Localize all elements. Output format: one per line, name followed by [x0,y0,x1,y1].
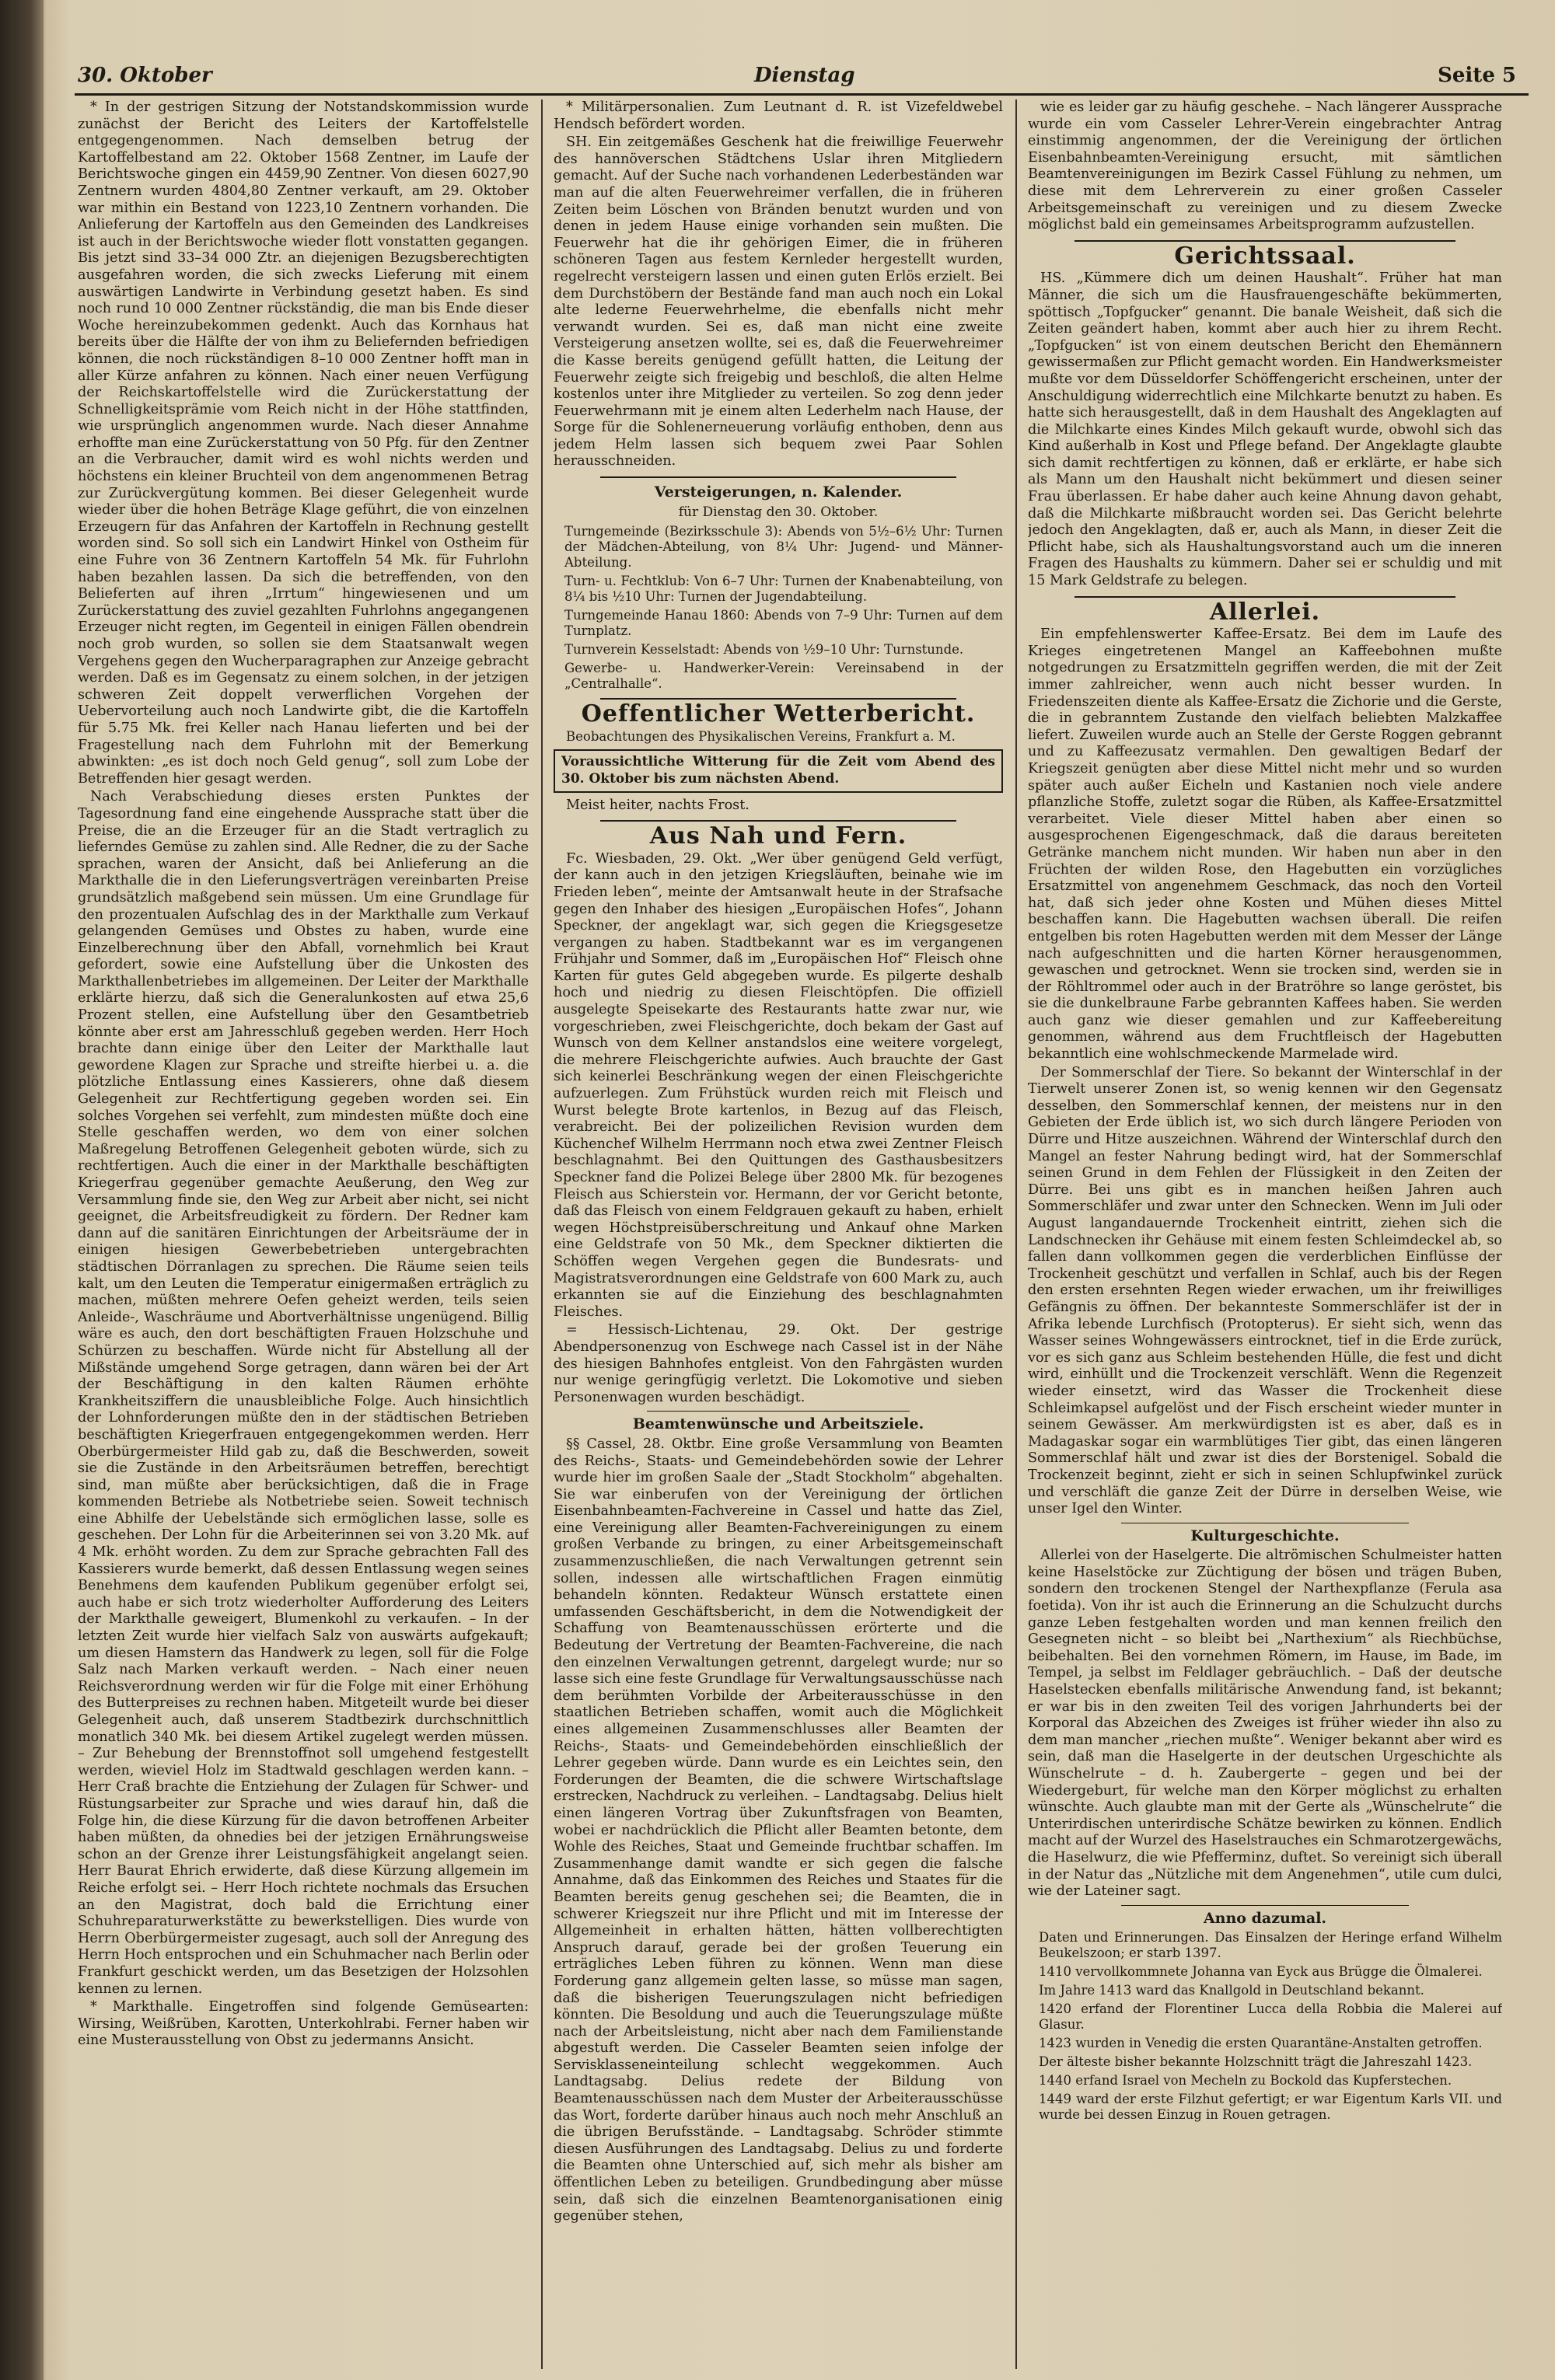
section-title-gerichtssaal: Gerichtssaal. [1174,242,1356,270]
separator [647,1411,910,1412]
weather-forecast: Meist heiter, nachts Frost. [566,797,750,813]
history-entry: Der älteste bisher bekannte Holzschnitt trägt die Jahreszahl 1423. [1039,2054,1473,2070]
page-header [54,61,1532,92]
history-entry: 1449 ward der erste Filzhut gefertigt; er war Eigentum Karls VII. und wurde bei dessen Einzug in Rouen getragen. [1039,2092,1502,2123]
calendar-entry: Turngemeinde Hanau 1860: Abends von 7–9 Uhr: Turnen auf dem Turnplatz. [564,608,1003,639]
header-day: Dienstag [754,64,855,87]
article-cassel: §§ Cassel, 28. Oktbr. Eine große Versammlung von Beamten des Reichs-, Staats- und Gemeindebehörden sowie der Lehrer wurde hier im großen Saale der „Stadt Stockholm“ abgehalten. Sie war einberufen von der Vereinigung der örtlichen Eisenbahnbeamten-Fachvereine in Cassel und hatte das Ziel, eine Vereinigung aller Beamten-Fachvereinigungen zu einem großen Verbande zu bringen, zu einer Arbeitsgemeinschaft zusammenzuschließen, die nach Verwaltungen getrennt sein sollen, indessen alle wirtschaftlichen Fragen einmütig behandeln könnten. Redakteur Wünsch erstattete einen umfassenden Geschäftsbericht, in dem die Notwendigkeit der Schaffung von Beamtenausschüssen erörterte und die Bedeutung der Vertretung der Beamten-Fachvereine, die nach den einzelnen Verwaltungen getrennt, dargelegt wurde; nur so lasse sich eine feste Grundlage für Verwaltungsausschüsse nach dem berühmten Vorbilde der Arbeiterausschüsse in den staatlichen Betrieben schaffen, womit auch die Möglichkeit eines allgemeinen Zusammenschlusses aller Beamten der Reichs-, Staats- und Gemeindebehörden einschließlich der Lehrer gegeben würde. Dann wurde es ein Leichtes sein, den Forderungen der Beamten, die die schwere Wirtschaftslage erstrecken, Nachdruck zu verleihen. – Landtagsabg. Delius hielt einen längeren Vortrag über Zukunftsfragen von Beamten, wobei er nachdrücklich die Pflicht aller Beamten betonte, dem Wohle des Reiches, Staat und Gemeinde fruchtbar schaffen. Im Zusammenhange damit wandte er sich gegen die falsche Annahme, daß das Einkommen des Reiches und Staates für die Beamten bereits genug geschehen sei; die Beamten, die in schwerer Kriegszeit nur ihre Pflicht und mit im Interesse der Allgemeinheit in erhalten hätten, hätten vollberechtigten Anspruch darauf, gerade bei der großen Teuerung ein erträgliches Leben führen zu können. Wenn man diese Forderung ganz allgemein gelten lasse, so müsse man sagen, daß die bisherigen Teuerungszulagen nicht befriedigen könnten. Die Besoldung und auch die Teuerungszulage müßte nach der Arbeitsleistung, nicht aber nach dem Familienstande abgestuft werden. Die Casseler Beamten seien infolge der Servisklasseneinteilung schlecht weggekommen. Auch Landtagsabg. Delius redete der Bildung von Beamtenausschüssen nach dem Muster der Arbeiterausschüsse das Wort, forderte darüber hinaus auch noch mehr Anschluß an die übrigen Berufsstände. – Landtagsabg. Schröder stimmte diesen Ausführungen des Landtagsabg. Delius zu und forderte die Beamten ohne Unterschied auf, sich mehr als bisher am öffentlichen Leben zu beteiligen. Grundbedingung aber müsse sein, daß sich die einzelnen Beamtenorganisationen einig gegenüber stehen, [554,1436,1003,2225]
article-geschenk: SH. Ein zeitgemäßes Geschenk hat die freiwillige Feuerwehr des hannöverschen Städtchens Uslar ihren Mitgliedern gemacht. Auf der Suche nach vorhandenen Lederbeständen war man auf die alten Feuerwehreimer verfallen, die in früheren Zeiten beim Löschen von Bränden benutzt wurden und von denen in jedem Hause einige vorhanden sein mußten. Die Feuerwehr hat die ihr gehörigen Eimer, die in früheren schöneren Tagen aus festem Kernleder hergestellt wurden, regelrecht versteigern lassen und einen guten Erlös erzielt. Bei dem Durchstöbern der Bestände fand man auch noch ein Lokal alte lederne Feuerwehrhelme, die ebenfalls nicht mehr verwandt wurden. Sei es, daß man nicht eine zweite Versteigerung ansetzen wollte, sei es, daß die Feuerwehreimer die Kasse bereits genügend gefüllt hatten, die Leitung der Feuerwehr zeigte sich freigebig und beschloß, die alten Helme kostenlos unter ihre Mitglieder zu verteilen. So zog denn jeder Feuerwehrmann mit je einem alten Lederhelm nach Hause, der Sorge für die Sohlenerneuerung vorläufig enthoben, denn aus jedem Helm lassen sich bequem zwei Paar Sohlen herausschneiden. [554,134,1003,469]
column-1 [78,99,529,2369]
separator [1121,1905,1409,1906]
article-notstandskommission: * In der gestrigen Sitzung der Notstandskommission wurde zunächst der Bericht des Leiters der Kartoffelstelle entgegengenommen. Nach demselben betrug der Kartoffelbestand am 22. Oktober 1568 Zentner, im Laufe der Berichtswoche gingen ein 4459,90 Zentner. Von diesen 6027,90 Zentnern wurden 4804,80 Zentner verkauft, am 29. Oktober war mithin ein Bestand von 1223,10 Zentnern vorhanden. Die Anlieferung der Kartoffeln aus den Gemeinden des Landkreises ist auch in der Berichtswoche wieder flott vonstatten gegangen. Bis jetzt sind 33–34 000 Ztr. an diejenigen Bezugsberechtigten ausgefahren worden, die sich zwecks Lieferung mit einem auswärtigen Landwirte in Verbindung gesetzt haben. Es sind noch rund 10 000 Zentner rückständig, die man bis Ende dieser Woche hereinzubekommen gedenkt. Auch das Kornhaus hat bereits über die Hälfte der von ihm zu Beliefernden befriedigen können, die noch rückständigen 8–10 000 Zentner hofft man in aller Kürze anfahren zu können. Nach einer neuen Verfügung der Reichskartoffelstelle wird die Zurückerstattung der Schnelligkeitsprämie vom Reich nicht in der Höhe stattfinden, wie ursprünglich angenommen wurde. Nach dieser Annahme erhoffte man eine Zurückerstattung von 50 Pfg. für den Zentner an die Verbraucher, damit wird es wohl nichts werden und höchstens ein kleiner Bruchteil von dem angenommenen Betrag zur Zurückvergütung kommen. Bei dieser Gelegenheit wurde wieder über die hohen Beträge Klage geführt, die von einzelnen Erzeugern für das Anfahren der Kartoffeln in Rechnung gestellt worden sind. So soll sich ein Landwirt Hinkel von Ostheim für eine Fuhre von 36 Zentnern Kartoffeln 54 Mk. für Fuhrlohn haben bezahlen lassen. Da sich die betreffenden, von den Belieferten auf ihren „Irrtum“ hingewiesenen und um Zurückerstattung des zuviel gezahlten Fuhrlohns angegangenen Erzeuger nicht regten, im Gegenteil in einigen Fällen obendrein noch grob wurden, so sollen sie dem Staatsanwalt wegen Vergehens gegen den Wucherparagraphen zur Anzeige gebracht werden. Daß es im Gegensatz zu einem solchen, in der jetzigen schweren Zeit doppelt verwerflichen Vorgehen der Uebervorteilung auch noch Landwirte gibt, die die Kartoffeln für 5.75 Mk. frei Keller nach Hanau lieferten und bei der Fragestellung nach dem Fuhrlohn mit der Bemerkung abwinkten: „es ist doch noch Geld genug“, soll zum Lobe der Betreffenden hier gesagt werden. [78,99,529,787]
history-entry: 1423 wurden in Venedig die ersten Quarantäne-Anstalten getroffen. [1039,2036,1483,2051]
separator [600,476,956,478]
section-title-kulturgeschichte: Kulturgeschichte. [1190,1527,1340,1544]
calendar-entry: Turn- u. Fechtklub: Von 6–7 Uhr: Turnen der Knabenabteilung, von 8¼ bis ½10 Uhr: Turnen der Jugendabteilung. [564,574,1003,605]
adjacent-page-edge [0,0,44,2380]
history-entry: 1440 erfand Israel von Mecheln zu Bockold das Kupferstechen. [1039,2073,1452,2089]
history-entry: Im Jahre 1413 ward das Knallgold in Deutschland bekannt. [1039,1983,1424,1998]
article-notstandskommission-cont: Nach Verabschiedung dieses ersten Punktes der Tagesordnung fand eine eingehende Aussprache statt über die Preise, die an die Erzeuger für an die Stadt vertraglich zu lieferndes Gemüse zu zahlen sind. Alle Redner, die zu der Sache sprachen, waren der Ansicht, daß bei Anlieferung an die Markthalle die in den Lieferungsverträgen vereinbarten Preise grundsätzlich maßgebend sein müssen. Um eine Grundlage für den prozentualen Aufschlag des in der Markthalle zum Verkauf gelangenden Gemüses und Obstes zu haben, wurde eine Einzelberechnung über den Abfall, vornehmlich bei Kraut gefordert, sowie eine Aufstellung über die Unkosten des Markthallenbetriebes im allgemeinen. Der Leiter der Markthalle erklärte hierzu, daß sich die Generalunkosten auf etwa 25,6 Prozent stellen, eine Aufstellung über den Gesamtbetrieb könnte aber erst am Jahresschluß gegeben werden. Herr Hoch brachte dann einige über den Leiter der Markthalle laut gewordene Klagen zur Sprache und streifte hierbei u. a. die plötzliche Entlassung eines Kassierers, ohne daß diesem Gelegenheit zur Rechtfertigung gegeben worden sei. Ein solches Vorgehen sei verfehlt, zum mindesten müßte doch eine Stelle geschaffen werden, wo dem von einer solchen Maßregelung Betroffenen Gelegenheit geboten würde, sich zu rechtfertigen. Auch die einer in der Markthalle beschäftigten Kriegerfrau gegenüber gemachte Aeußerung, den Weg zur Versammlung finde sie, den Weg zur Arbeit aber nicht, sei nicht geeignet, die Arbeitsfreudigkeit zu fördern. Der Redner kam dann auf die sanitären Einrichtungen der Arbeitsräume der in einigen hiesigen Gewerbebetrieben untergebrachten städtischen Dörranlagen zu sprechen. Die Räume seien teils kalt, um den Leuten die Temperatur einigermaßen erträglich zu machen, müßten mehrere Oefen geheizt werden, teils seien Anleide-, Waschräume und Abortverhältnisse ungenügend. Billig wäre es auch, den dort beschäftigten Frauen Holzschuhe und Schürzen zu beschaffen. Würde nicht für Abstellung all der Mißstände umgehend Sorge getragen, dann wären bei der Art der Beschäftigung in den kalten Räumen erhöhte Krankheitsziffern die unausbleibliche Folge. Auch hinsichtlich der Lohnforderungen müßte den in der städtischen Betrieben beschäftigten Kriegerfrauen entgegengekommen werden. Herr Oberbürgermeister Hild gab zu, daß die Beschwerden, soweit sie die Zustände in den Arbeitsräumen betreffen, berechtigt sind, man müßte aber berücksichtigen, daß die in Frage kommenden Betriebe als Notbetriebe seien. Soweit technisch eine Abhilfe der Uebelstände sich ermöglichen lasse, solle es geschehen. Der Lohn für die Arbeiterinnen sei von 3.20 Mk. auf 4 Mk. erhöht worden. Zu dem zur Sprache gebrachten Fall des Kassierers wurde bemerkt, daß dessen Entlassung wegen seines Benehmens dem kaufenden Publikum gegenüber erfolgt sei, auch habe er sich trotz wiederholter Aufforderung des Leiters der Markthalle geweigert, Blumenkohl zu verkaufen. – In der letzten Zeit wurde hier vielfach Salz von auswärts aufgekauft; um diesen Hamstern das Handwerk zu legen, soll für die Folge Salz nach Marken verkauft werden. – Nach einer neuen Reichsverordnung werden wir für die Folge mit einer Erhöhung des Butterpreises zu rechnen haben. Mitgeteilt wurde bei dieser Gelegenheit auch, daß unserem Stadtbezirk durchschnittlich monatlich 340 Mk. bei diesem Artikel zugelegt werden müssen. – Zur Behebung der Brennstoffnot soll umgehend festgestellt werden, wieviel Holz im Stadtwald geschlagen werden kann. – Herr Craß brachte die Entziehung der Zulagen für Schwer- und Rüstungsarbeiter zur Sprache und wies darauf hin, daß die Folge hin, die diese Kürzung für die davon betroffenen Arbeiter haben müßten, da ohnedies bei der jetzigen Ernährungsweise schon an der Grenze ihrer Leistungsfähigkeit angelangt seien. Herr Baurat Ehrich erwiderte, daß diese Kürzung allgemein im Reiche erfolgt sei. – Herr Hoch richtete nochmals das Ersuchen an den Magistrat, doch bald die Errichtung einer Schuhreparaturwerkstätte zu bewerkstelligen. Dies wurde von Herrn Oberbürgermeister zugesagt, auch soll der Anregung des Herrn Hoch entsprochen und ein Schuhmacher nach Berlin oder Frankfurt geschickt werden, um das Besetzigen der Holzsohlen kennen zu lernen. [78,789,529,1997]
history-entry: 1420 erfand der Florentiner Lucca della Robbia die Malerei auf Glasur. [1039,2001,1502,2033]
article-militaerpersonalien: * Militärpersonalien. Zum Leutnant d. R. ist Vizefeldwebel Hendsch befördert worden. [554,99,1003,132]
calendar-title: Versteigerungen, n. Kalender. [654,483,903,501]
article-sommerschlaf: Der Sommerschlaf der Tiere. So bekannt der Winterschlaf in der Tierwelt unserer Zonen ist, so wenig kennen wir den Gegensatz desselben, den Sommerschlaf kennen, der meistens nur in den Gebieten der Erde üblich ist, wo sich durch längere Perioden von Dürre und Hitze auszeichnen. Während der Winterschlaf durch den Mangel an fester Nahrung bedingt wird, hat der Sommerschlaf seinen Grund in dem Fehlen der Flüssigkeit in den Zeiten der Dürre. Bei uns gibt es in manchen heißen Jahren auch Sommerschläfer und zwar unter den Schnecken. Wenn im Juli oder August langandauernde Trockenheit eintritt, ziehen sich die Landschnecken ihr Gehäuse mit einem festen Schleimdeckel ab, so fallen dann vollkommen gegen die verderblichen Einflüsse der Trockenheit geschützt und verfallen in Schlaf, auch bis der Regen den ersten ersehnten Regen wieder erwachen, um ihr freiwilliges Gefängnis zu öffnen. Der bekannteste Sommerschläfer ist der in Afrika lebende Lurchfisch (Protopterus). Er sieht sich, wenn das Wasser seines Wohngewässers eintrocknet, tief in die Erde zurück, vor es sich ganz aus Schleim bestehenden Hülle, die fest und dicht wird, einhüllt und die Trockenzeit verschläft. Wenn die Regenzeit wieder einsetzt, wird das Wasser die Trockenheit diese Schleimkapsel aufgelöst und der Fisch erscheint wieder munter in seinem Gewässer. Am merkwürdigsten ist es aber, daß es in Madagaskar sogar ein warmblütiges Tier gibt, das einen längeren Sommerschlaf hält und zwar ist dies der Borstenigel. Sobald die Trockenzeit beginnt, zieht er sich in seinen Schlupfwinkel zurück und verschläft die ganze Zeit der Dürre in derselben Weise, wie unser Igel den Winter. [1028,1064,1502,1517]
column-divider [541,99,543,2369]
history-entry: Daten und Erinnerungen. Das Einsalzen der Heringe erfand Wilhelm Beukelszoon; er starb 1397. [1039,1930,1502,1961]
section-title-nah-fern: Aus Nah und Fern. [649,822,907,850]
header-date: 30. Oktober [78,64,212,87]
article-haushalt: HS. „Kümmere dich um deinen Haushalt“. Früher hat man Männer, die sich um die Hausfrauengeschäfte bekümmerten, spöttisch „Topfgucker“ genannt. Die banale Weisheit, daß sich die Zeiten geändert haben, kommt aber auch hier zu ihrem Recht. „Topfgucken“ ist von einem deutschen Bericht den Ehemännern gewissermaßen zur Pflicht gemacht worden. Ein Handwerksmeister mußte vor dem Düsseldorfer Schöffengericht erscheinen, unter der Anschuldigung widerrechtlich eine Milchkarte benutzt zu haben. Es hatte sich herausgestellt, daß in dem Haushalt des Angeklagten auf die Milchkarte eines Kindes Milch gekauft wurde, obwohl sich das Kind außerhalb in Kost und Pflege befand. Der Angeklagte glaubte sich damit rechtfertigen zu können, daß er erklärte, er habe sich als Mann um den Haushalt nicht bekümmert und diesen seiner Frau überlassen. Er habe daher auch keine Ahnung davon gehabt, daß die Milchkarte mißbraucht worden sei. Das Gericht belehrte jedoch den Angeklagten, daß er, auch als Mann, in dieser Zeit die Pflicht habe, sich als Haushaltungsvorstand auch um die inneren Fragen des Haushalts zu kümmern. Daher sei er schuldig und mit 15 Mark Geldstrafe zu belegen. [1028,270,1502,589]
separator [1075,596,1455,598]
separator [1075,240,1455,242]
article-markthalle: * Markthalle. Eingetroffen sind folgende Gemüsearten: Wirsing, Weißrüben, Karotten, Unterkohlrabi. Ferner haben wir eine Musterausstellung von Obst zu jedermanns Ansicht. [78,1999,529,2049]
article-hessisch-lichtenau: = Hessisch-Lichtenau, 29. Okt. Der gestrige Abendpersonenzug von Eschwege nach Cassel ist in der Nähe des hiesigen Bahnhofes entgleist. Von den Fahrgästen wurden nur wenige geringfügig verletzt. Die Lokomotive und sieben Personenwagen wurden beschädigt. [554,1322,1003,1405]
article-wiesbaden: Fc. Wiesbaden, 29. Okt. „Wer über genügend Geld verfügt, der kann auch in den jetzigen Kriegsläuften, beinahe wie im Frieden leben“, meinte der Amtsanwalt heute in der Strafsache gegen den Inhaber des hiesigen „Europäischen Hofes“, Johann Speckner, der angeklagt war, sich gegen die Kriegsgesetze vergangen zu haben. Stadtbekannt war es im vergangenen Frühjahr und Sommer, daß im „Europäischen Hof“ Fleisch ohne Karten für gutes Geld abgegeben wurde. Es pilgerte deshalb hoch und niedrig zu diesen Fleischtöpfen. Die offiziell ausgelegte Speisekarte des Restaurants hatte zwar nur, wie vorgeschrieben, zwei Fleischgerichte, doch bekam der Gast auf Wunsch von dem Kellner anstandslos eine weitere vorgelegt, die mehrere Fleischgerichte aufwies. Auch brauchte der Gast sich keinerlei Beschränkung wegen der einen Fleischgerichte aufzuerlegen. Zum Frühstück wurden reich mit Fleisch und Wurst belegte Brote kartenlos, in Bezug auf das Fleisch, verabreicht. Bei der polizeilichen Revision wurden dem Küchenchef Wilhelm Herrmann noch etwa zwei Zentner Fleisch beschlagnahmt. Bei den Quittungen des Gasthausbesitzers Speckner fand die Polizei Belege über 2800 Mk. für bezogenes Fleisch aus Schierstein vor. Hermann, der vor Gericht betonte, daß das Fleisch von einem Feldgrauen gekauft zu haben, erhielt wegen Höchstpreisüberschreitung und Ankauf ohne Marken eine Geldstrafe von 50 Mk., dem Speckner diktierten die Schöffen wegen Vergehen gegen die Bundesrats- und Magistratsverordnungen eine Geldstrafe von 600 Mark zu, auch erkannten sie auf die Einziehung des beschlagnahmten Fleisches. [554,850,1003,1320]
article-kaffee-ersatz: Ein empfehlenswerter Kaffee-Ersatz. Bei dem im Laufe des Krieges eingetretenen Mangel an Kaffeebohnen mußte notgedrungen zu Ersatzmitteln gegriffen werden, die mit der Zeit immer zahlreicher, wenn auch nicht besser wurden. In Friedenszeiten diente als Kaffee-Ersatz die Zichorie und die Gerste, die in gebranntem Zustande den vielfach beliebten Malzkaffee liefert. Zuweilen wurde auch an Stelle der Gerste Roggen gebrannt und zu Kaffeezusatz vermahlen. Den gewaltigen Bedarf der Kriegszeit genügten aber diese Mittel nicht mehr und so wurden später auch außer Eicheln und Kastanien noch viele andere pflanzliche Stoffe, zuletzt sogar die Rüben, als Kaffee-Ersatzmittel verarbeitet. Viele dieser Mittel haben aber einen so ausgesprochenen Eigengeschmack, daß die daraus bereiteten Getränke manchem nicht munden. Wir haben nun aber in den Früchten der wilden Rose, den Hagebutten ein vorzügliches Ersatzmittel von angenehmem Geschmack, das noch den Vorteil hat, daß sich jeder ohne Kosten und Mühen dieses Mittel beschaffen kann. Die Hagebutten wachsen überall. Die reifen entgelben bis roten Hagebutten werden mit dem Messer der Länge nach aufgeschnitten und die harten Körner herausgenommen, gewaschen und getrocknet. Wenn sie trocken sind, werden sie in der Röhltrommel oder auch in der Bratröhre so lange geröstet, bis sie die dunkelbraune Farbe gebrannten Kaffees haben. Sie werden auch ganz wie dieser gemahlen und zur Kaffeebereitung genommen, während aus dem Fruchtfleisch der Hagebutten bekanntlich eine wohlschmeckende Marmelade wird. [1028,626,1502,1063]
section-title-anno-dazumal: Anno dazumal. [1203,1909,1327,1927]
weather-forecast-box: Voraussichtliche Witterung für die Zeit vom Abend des 30. Oktober bis zum nächsten Abend. [554,749,1003,792]
header-page-number: Seite 5 [1438,64,1516,87]
header-rule [75,93,1529,96]
history-entry: 1410 vervollkommnete Johanna van Eyck aus Brügge die Ölmalerei. [1039,1964,1483,1980]
weather-title: Oeffentlicher Wetterbericht. [581,700,976,728]
column-3 [1028,99,1502,2369]
section-title-allerlei: Allerlei. [1209,598,1321,626]
column-divider [1015,99,1017,2369]
calendar-entry: Gewerbe- u. Handwerker-Verein: Vereinsabend in der „Centralhalle“. [564,661,1003,692]
calendar-subtitle: für Dienstag den 30. Oktober. [678,504,879,520]
separator [600,698,956,700]
separator [600,820,956,822]
article-cassel-cont: wie es leider gar zu häufig geschehe. – Nach längerer Aussprache wurde ein vom Casseler Lehrer-Verein eingebrachter Antrag einstimmig angenommen, der die Vereinigung der örtlichen Eisenbahnbeamten-Vereinigung ersucht, mit sämtlichen Beamtenvereinigungen im Bezirk Cassel Fühlung zu nehmen, um diese mit dem Lehrerverein zu einer großen Casseler Arbeitsgemeinschaft zu vereinigen und zu diesem Zwecke möglichst bald ein gemeinsames Arbeitsprogramm aufzustellen. [1028,99,1502,233]
calendar-entry: Turngemeinde (Bezirksschule 3): Abends von 5½–6½ Uhr: Turnen der Mädchen-Abteilung, von 8¼ Uhr: Jugend- und Männer-Abteilung. [564,524,1003,571]
weather-source: Beobachtungen des Physikalischen Vereins, Frankfurt a. M. [566,728,956,744]
article-haselgerte: Allerlei von der Haselgerte. Die altrömischen Schulmeister hatten keine Haselstöcke zur Züchtigung der bösen und trägen Buben, sondern den trockenen Stengel der Narthexpflanze (Ferula asa foetida). Von ihr ist auch die Erinnerung an die Schulzucht durchs ganze Leben festgehalten worden und man kennen freilich den Gesegneten nicht – so bleibt bei „Narthexium“ als Riechbüchse, beibehalten. Bei den vornehmen Römern, im Hause, im Bade, im Tempel, ja selbst im Feldlager gebräuchlich. – Daß der deutsche Haselstecken ebenfalls militärische Anwendung fand, ist bekannt; er war bis in den zweiten Teil des vorigen Jahrhunderts bei der Korporal das Abzeichen des Zweiges ist früher wieder ihn also zu dem man mancher „riechen mußte“. Weniger bekannt aber wird es sein, daß man die Haselgerte in der deutschen Urgeschichte als Wünschelrute – d. h. Zaubergerte – gegen und bei der Wiedergeburt, für welche man den Körper möglichst zu erhalten wünschte. Auch glaubte man mit der Gerte als „Wünschelrute“ die Unterirdischen unterirdische Schätze bewirken zu können. Endlich macht auf der Wurzel des Haselstrauches ein Schmarotzergewächs, die Haselwurz, die wie Pfefferminz, duftet. So vereinigt sich überall in der Natur das „Nützliche mit dem Angenehmen“, utile cum dulci, wie der Lateiner sagt. [1028,1548,1502,1900]
section-title-beamten: Beamtenwünsche und Arbeitsziele. [632,1415,924,1433]
calendar-entry: Turnverein Kesselstadt: Abends von ½9–10 Uhr: Turnstunde. [564,642,964,658]
column-2 [554,99,1003,2369]
